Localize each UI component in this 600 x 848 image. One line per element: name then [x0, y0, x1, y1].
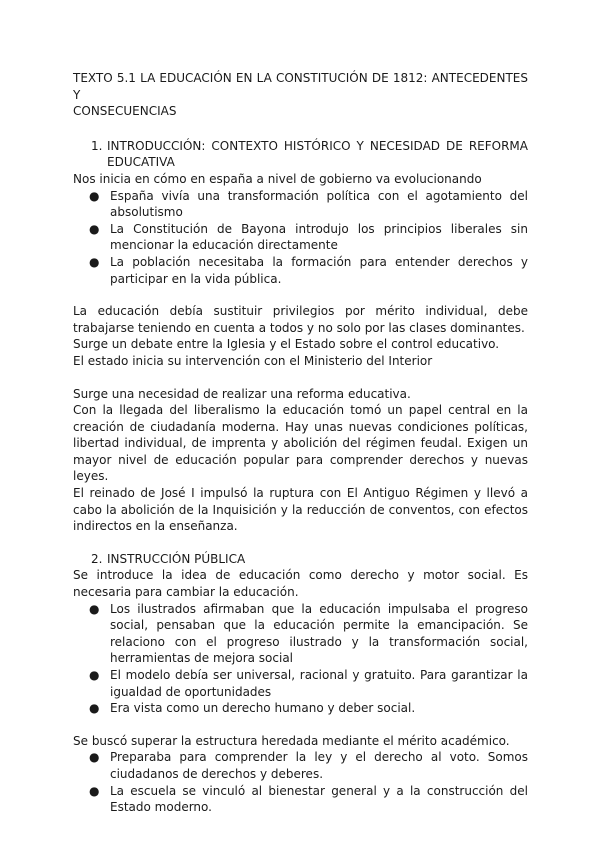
section-2-number: 2. — [91, 551, 103, 566]
bullet-icon: ● — [89, 783, 100, 798]
paragraph: Surge un debate entre la Iglesia y el Estado sobre el control educativo. — [73, 337, 500, 352]
bullet-icon: ● — [89, 188, 100, 203]
list-item — [73, 601, 528, 667]
list-item-text: La Constitución de Bayona introdujo los principios liberales sin mencionar la educación directamente — [110, 221, 528, 253]
document-title — [73, 70, 528, 120]
list-item — [73, 667, 528, 700]
bullet-icon: ● — [89, 668, 100, 682]
section-2-intro: Se introduce la idea de educación como derecho y motor social. Es necesaria para cambiar la educación. — [73, 568, 528, 600]
list-item — [73, 188, 528, 221]
section-2-heading — [73, 551, 528, 568]
bullet-icon: ● — [89, 221, 100, 236]
section-2-bullet-list-2 — [73, 749, 528, 815]
bullet-icon: ● — [89, 701, 100, 716]
list-item-text: Era vista como un derecho humano y deber social. — [110, 701, 416, 716]
list-item — [73, 700, 528, 717]
bullet-icon: ● — [89, 750, 100, 765]
paragraph: Con la llegada del liberalismo la educación tomó un papel central en la creación de ciudadanía moderna. Hay unas nuevas condiciones políticas, libertad individual, de imprenta y abolición del régimen feudal. Exigen un mayor nivel de educación popular para comprender derechos y nuevas leyes. — [73, 403, 528, 484]
paragraph: La educación debía sustituir privilegios por mérito individual, debe trabajarse teniendo en cuenta a todos y no solo por las clases dominantes. — [73, 304, 528, 335]
section-1-intro: Nos inicia en cómo en españa a nivel de gobierno va evolucionando — [73, 171, 482, 186]
list-item-text: El modelo debía ser universal, racional y gratuito. Para garantizar la igualdad de oportunidades — [110, 668, 528, 699]
bullet-icon: ● — [89, 601, 100, 616]
paragraph: El reinado de José I impulsó la ruptura con El Antiguo Régimen y llevó a cabo la abolición de la Inquisición y la reducción de conventos, con efectos indirectos en la enseñanza. — [73, 486, 528, 534]
section-1-number: 1. — [91, 138, 103, 153]
section-1-bullet-list — [73, 188, 528, 288]
bullet-icon: ● — [89, 254, 100, 269]
section-1-heading-text: INTRODUCCIÓN: CONTEXTO HISTÓRICO Y NECESIDAD DE REFORMA EDUCATIVA — [107, 138, 528, 170]
paragraph: Surge una necesidad de realizar una reforma educativa. — [73, 386, 411, 401]
list-item — [73, 783, 528, 816]
section-1-heading — [73, 138, 528, 171]
section-2-bullet-list — [73, 601, 528, 717]
paragraph: El estado inicia su intervención con el Ministerio del Interior — [73, 353, 433, 368]
list-item-text: La escuela se vinculó al bienestar general y a la construcción del Estado moderno. — [110, 783, 528, 815]
list-item-text: Los ilustrados afirmaban que la educación impulsaba el progreso social, pensaban que la educación permite la emancipación. Se relaciono con el progreso ilustrado y la transformación social, herramientas de mejora social — [110, 601, 528, 666]
section-2-intro-2: Se buscó superar la estructura heredada mediante el mérito académico. — [73, 733, 510, 748]
section-2-heading-text: INSTRUCCIÓN PÚBLICA — [107, 551, 246, 566]
list-item — [73, 221, 528, 254]
document-title-line-1: TEXTO 5.1 LA EDUCACIÓN EN LA CONSTITUCIÓN DE 1812: ANTECEDENTES Y — [73, 71, 528, 102]
list-item — [73, 749, 528, 782]
list-item-text: España vivía una transformación política con el agotamiento del absolutismo — [110, 188, 528, 220]
list-item-text: Preparaba para comprender la ley y el derecho al voto. Somos ciudadanos de derechos y deberes. — [110, 750, 528, 781]
list-item-text: La población necesitaba la formación para entender derechos y participar en la vida pública. — [110, 254, 528, 286]
document-title-line-2: CONSECUENCIAS — [73, 104, 177, 119]
list-item — [73, 254, 528, 287]
